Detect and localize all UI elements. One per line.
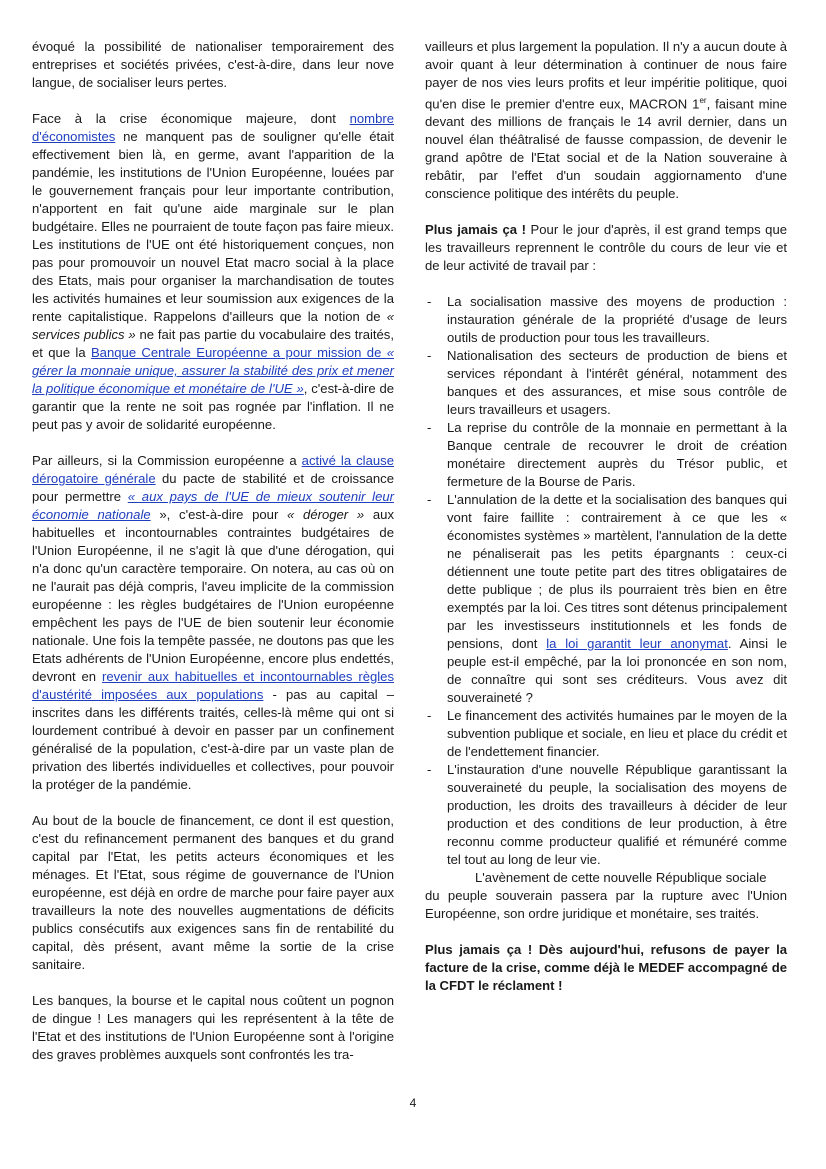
demands-list <box>425 293 787 869</box>
list-item: - Le financement des activités humaines par le moyen de la subvention publique et sociale, en lieu et place du crédit et de l'endettement financier. <box>425 707 787 761</box>
paragraph <box>32 452 394 794</box>
text: Pour le jour d'après, il est grand temps que les travailleurs reprennent le contrôle du cours de leur vie et de leur activité de travail par : <box>425 222 788 274</box>
paragraph: Au bout de la boucle de financement, ce dont il est question, c'est du refinancement permanent des banques et du grand capital par l'Etat, les petits acteurs économiques et les ménages. Et l'Etat, sous régime de gouvernance de l'Union européenne, est déjà en ordre de marche pour faire payer aux travailleurs la note des nouvelles augmentations de déficits publics consécutifs aux exigences sans fin de rentabilité du capital, dès présent, avant même la sortie de la crise sanitaire. <box>32 813 394 972</box>
text: vailleurs et plus largement la population. Il n'y a aucun doute à avoir quant à leur détermination à continuer de nous faire payer de nos vies leurs profits et leur impéritie politique, quoi qu'en dise le premier d'entre eux, MACRON 1 <box>425 39 787 112</box>
list-item: - L'instauration d'une nouvelle République garantissant la souveraineté du peuple, la socialisation des moyens de production, les droits des travailleurs à décider de leur production et des conditions de leur production, à être reconnu comme producteur qualifié et rémunéré comme tel tout au long de leur vie. <box>425 761 787 869</box>
link-text-italic: « aux pays de l'UE de mieux soutenir leur économie nationale <box>32 489 394 522</box>
link-anonymity[interactable]: la loi garantit leur anonymat <box>546 636 728 652</box>
text: aux habituelles et incontournables contraintes budgétaires de l'Union Européenne, il ne s'agit là que d'une dérogation, qui n'a donc qu'un caractère temporaire. On notera, au cas où on ne l'aurait pas déjà compris, l'aveu implicite de la commission européenne : les règles budgétaires de l'Union européenne empêchent les pays de l'UE de bien soutenir leur économie nationale. Une fois la tempête passée, ne doutons pas que les Etats adhérents de l'Union Européenne, encore plus endettés, devront en <box>32 507 395 684</box>
text: Par ailleurs, si la Commission européenne a <box>32 453 302 468</box>
text: ne manquent pas de souligner qu'elle était effectivement bien là, en germe, avant l'apparition de la pandémie, les institutions de l'Union Européenne, louées par le gouvernement français pour leur importante contribution, n'apportent en fait qu'une aide marginale sur le plan budgétaire. Elles ne pourraient de toute façon pas faire mieux. Les institutions de l'UE ont été historiquement conçues, non pas pour promouvoir un nouvel Etat macro social à la place des Etats, mais pour organiser la marchandisation de toutes les activités humaines et leur soumission aux exigences de la rente capitalistique. Rappelons d'ailleurs que la notion de <box>32 129 394 324</box>
paragraph <box>425 38 787 203</box>
text-italic: « déroger » <box>287 507 365 522</box>
centered-line: L'avènement de cette nouvelle République sociale <box>475 870 767 886</box>
link-economists[interactable]: nombre d'économistes <box>32 111 394 144</box>
paragraph: évoqué la possibilité de nationaliser temporairement des entreprises et sociétés privées, c'est-à-dire, dans leur nove langue, de socialiser leurs pertes. <box>32 39 394 90</box>
link-text: Banque Centrale Européenne a pour mission de <box>90 345 387 360</box>
text: - pas au capital – inscrites dans les différents traités, celles-là même qui ont si lourdement contribué à devoir en passer par un confinement généralisé de la population, c'est-à-dire par un vaste plan de privation des libertés individuelles et collectives, pour pouvoir la protéger de la pandémie. <box>32 687 395 792</box>
link-austerity-rules[interactable]: revenir aux habituelles et incontournables règles d'austérité imposées aux populations <box>32 669 394 702</box>
list-item <box>425 491 787 707</box>
text: . Ainsi le peuple est-il empêché, par la loi prononcée en son nom, de connaître qui sont ses créditeurs. Vous avez dit souveraineté ? <box>447 636 787 706</box>
text: Face à la crise économique majeure, dont <box>32 111 350 126</box>
list-item: - La socialisation massive des moyens de production : instauration générale de la propriété d'usage de leurs outils de production pour tous les travailleurs. <box>425 293 787 347</box>
text: du pacte de stabilité et de croissance pour permettre <box>32 471 395 504</box>
link-text-italic: « gérer la monnaie unique, assurer la stabilité des prix et mener la politique économique et monétaire de l'UE » <box>32 345 394 396</box>
left-column <box>32 38 394 1082</box>
paragraph: du peuple souverain passera par la rupture avec l'Union Européenne, son ordre juridique et monétaire, ses traités. <box>425 888 787 922</box>
closing-statement: Plus jamais ça ! Dès aujourd'hui, refusons de payer la facture de la crise, comme déjà le MEDEF accompagné de la CFDT le réclament ! <box>425 942 787 994</box>
list-item: - Nationalisation des secteurs de production de biens et services répondant à l'intérêt général, notamment des banques et des assurances, et mise sous contrôle de leurs travailleurs et usagers. <box>425 347 787 419</box>
text: », c'est-à-dire pour <box>150 507 288 522</box>
text: , c'est-à-dire de garantir que la rente ne soit pas rognée par l'inflation. Il ne peut pas y avoir de solidarité européenne. <box>32 381 395 432</box>
paragraph: Les banques, la bourse et le capital nous coûtent un pognon de dingue ! Les managers qui les représentent à la tête de l'Etat et des institutions de l'Union Européenne sont à l'origine des graves problèmes auxquels sont confrontés les tra- <box>32 993 394 1062</box>
paragraph <box>425 221 787 275</box>
page-number: 4 <box>409 1096 417 1110</box>
right-column <box>425 38 787 1013</box>
link-clause[interactable]: activé la clause dérogatoire générale <box>32 453 394 486</box>
text: L'annulation de la dette et la socialisation des banques qui vont faire faillite : contrairement à ce que les « économistes systèmes » martèlent, l'annulation de la dette ne pénaliserait pas les petits épargnants : ceux-ci détiennent une toute petite part des titres obligataires de dette publique ; de plus ils pourraient très bien en être exemptés par la loi. Ces titres sont détenus principalement par les investisseurs institutionnels et les fonds de pensions, dont <box>447 492 787 652</box>
text-italic: « services publics » <box>32 309 394 342</box>
bold-heading: Plus jamais ça ! <box>425 222 526 238</box>
list-item: - La reprise du contrôle de la monnaie en permettant à la Banque centrale de recouvrer le droit de création monétaire directement auprès du Trésor public, et fermeture de la Bourse de Paris. <box>425 419 787 491</box>
paragraph <box>32 110 394 434</box>
text: , faisant mine devant des millions de français le 14 avril dernier, dans un nouvel élan théâtralisé de fausse compassion, de devenir le grand apôtre de l'Etat social et de la Nation souveraine à rebâtir, par l'effet d'un soudain aggiornamento d'une conscience politique des intérêts du peuple. <box>425 96 787 202</box>
text: ne fait pas partie du vocabulaire des traités, et que la <box>32 327 394 360</box>
superscript: er <box>699 96 707 105</box>
